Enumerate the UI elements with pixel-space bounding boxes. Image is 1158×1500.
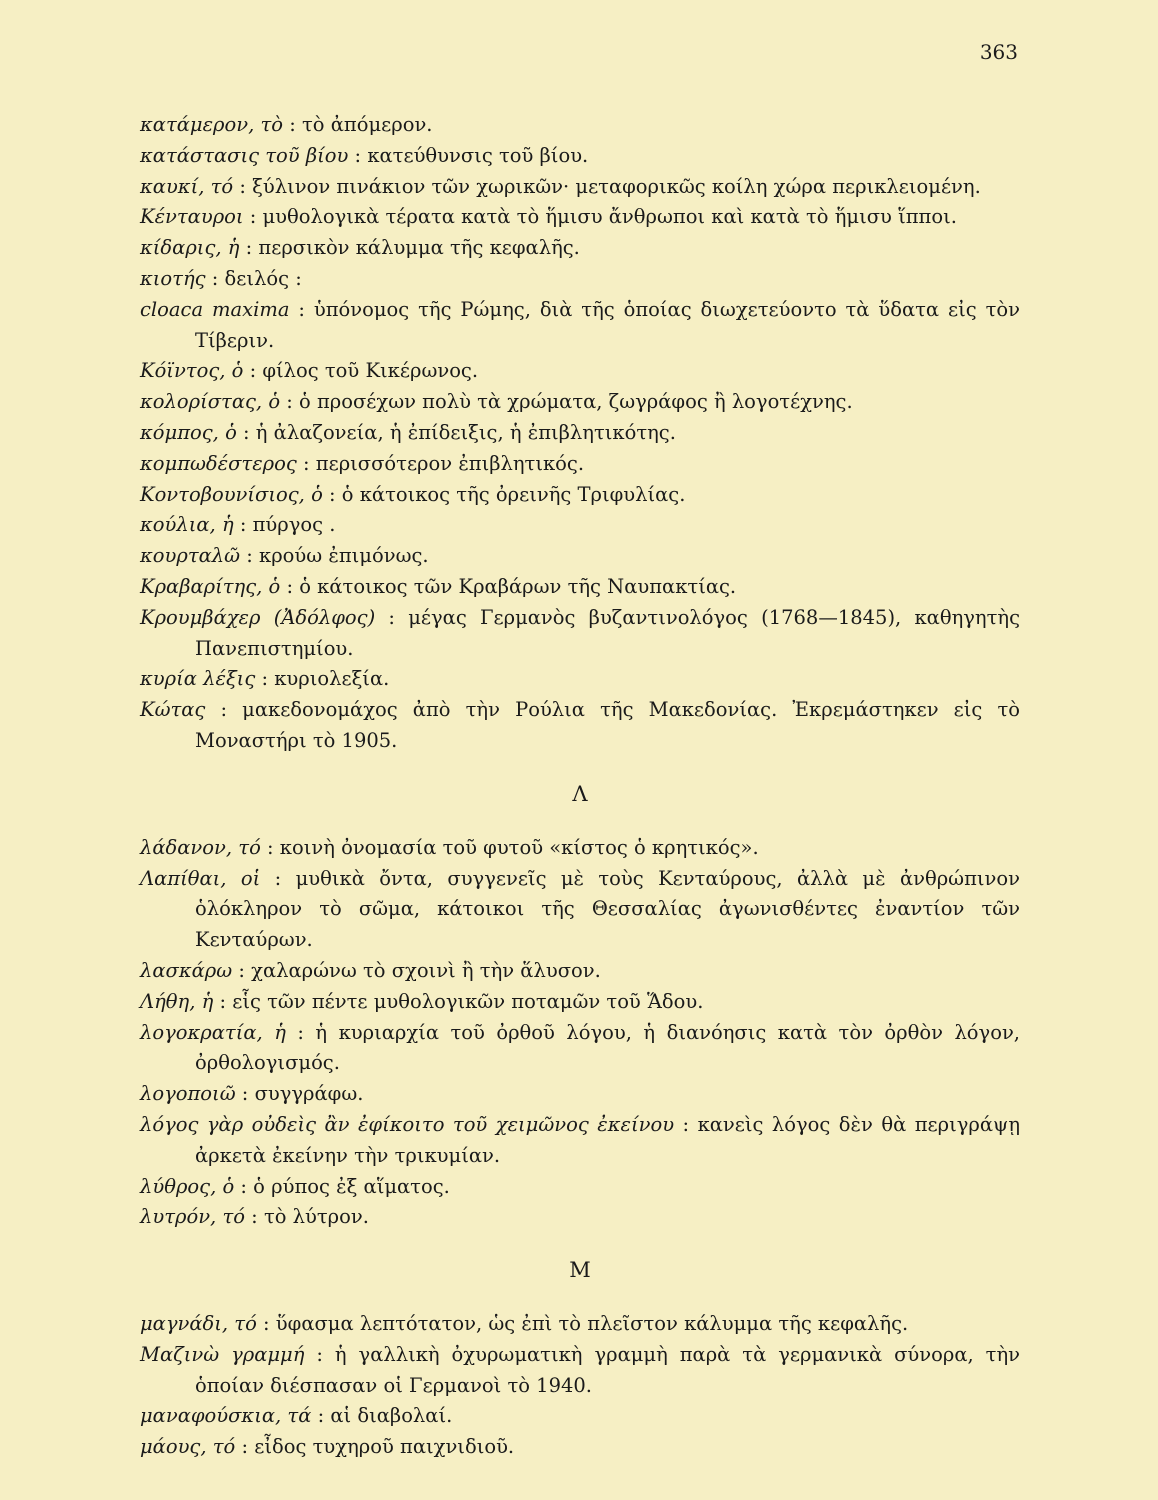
entry-headword: λύθρος, ὁ bbox=[140, 1174, 235, 1198]
entry-definition: : κρούω ἐπιμόνως. bbox=[240, 544, 429, 568]
entry-definition: : κανεὶς λόγος δὲν θὰ περιγράψῃ ἀρκετὰ ἐκείνην τὴν τρικυμίαν. bbox=[195, 1112, 1021, 1167]
entry-headword: καυκί, τό bbox=[140, 174, 234, 198]
entry-definition: : ὕφασμα λεπτότατον, ὡς ἐπὶ τὸ πλεῖστον κάλυμμα τῆς κεφαλῆς. bbox=[256, 1312, 909, 1336]
entry-definition: : κυριολεξία. bbox=[255, 667, 390, 691]
entry-headword: Κραβαρίτης, ὁ bbox=[140, 574, 281, 598]
glossary-entry bbox=[140, 1079, 1020, 1110]
glossary-entry bbox=[140, 603, 1020, 665]
glossary-entry bbox=[140, 480, 1020, 511]
entry-headword: Κόϊντος, ὁ bbox=[140, 359, 244, 383]
glossary-entry bbox=[140, 110, 1020, 141]
entry-headword: Κώτας bbox=[140, 698, 206, 722]
entry-definition: : χαλαρώνω τὸ σχοινὶ ἢ τὴν ἅλυσον. bbox=[232, 958, 601, 982]
glossary-entry bbox=[140, 510, 1020, 541]
entry-headword: λογοκρατία, ἡ bbox=[140, 1020, 286, 1044]
entry-headword: κομπωδέστερος bbox=[140, 451, 297, 475]
entry-headword: κυρία λέξις bbox=[140, 667, 256, 691]
glossary-entry bbox=[140, 233, 1020, 264]
glossary-entry bbox=[140, 1432, 1020, 1463]
glossary-entry bbox=[140, 356, 1020, 387]
entry-definition: : ὁ προσέχων πολὺ τὰ χρώματα, ζωγράφος ἢ λογοτέχνης. bbox=[280, 390, 853, 414]
glossary-entry bbox=[140, 987, 1020, 1018]
glossary-entry bbox=[140, 833, 1020, 864]
entry-definition: : ὑπόνομος τῆς Ρώμης, διὰ τῆς ὁποίας διωχετεύοντο τὰ ὕδατα εἰς τὸν Τίβεριν. bbox=[195, 297, 1020, 352]
entry-definition: : αἱ διαβολαί. bbox=[311, 1404, 453, 1428]
entry-definition: : κατεύθυνσις τοῦ βίου. bbox=[348, 143, 589, 167]
glossary-entry bbox=[140, 1309, 1020, 1340]
page-number: 363 bbox=[979, 40, 1018, 64]
glossary-entry bbox=[140, 1202, 1020, 1233]
entry-definition: : κοινὴ ὀνομασία τοῦ φυτοῦ «κίστος ὁ κρητικός». bbox=[260, 835, 759, 859]
entry-headword: κουρταλῶ bbox=[140, 544, 241, 568]
entry-definition: : τὸ ἀπόμερον. bbox=[283, 113, 433, 136]
entry-headword: Μαζινὼ γραμμή bbox=[140, 1342, 305, 1366]
glossary-entry bbox=[140, 864, 1020, 956]
entry-headword: κατάστασις τοῦ βίου bbox=[140, 143, 349, 167]
entry-headword: Κένταυροι bbox=[140, 205, 244, 229]
entry-definition: : μέγας Γερμανὸς βυζαντινολόγος (1768—1845), καθηγητὴς Πανεπιστημίου. bbox=[195, 605, 1020, 660]
entry-definition: : ὁ κάτοικος τῆς ὀρεινῆς Τριφυλίας. bbox=[322, 482, 686, 506]
glossary-entry bbox=[140, 572, 1020, 603]
entry-headword: μαναφούσκια, τά bbox=[140, 1404, 312, 1428]
entry-headword: Κρουμβάχερ (Ἀδόλφος) bbox=[140, 605, 376, 629]
entry-headword: Κοντοβουνίσιος, ὁ bbox=[140, 482, 323, 506]
glossary-entry bbox=[140, 664, 1020, 695]
entry-definition: : ἡ ἀλαζονεία, ἡ ἐπίδειξις, ἡ ἐπιβλητικότης. bbox=[236, 420, 676, 444]
entry-headword: cloaca maxima bbox=[140, 297, 290, 321]
entry-definition: : μυθικὰ ὄντα, συγγενεῖς μὲ τοὺς Κενταύρους, ἀλλὰ μὲ ἀνθρώπινον ὁλόκληρον τὸ σῶμα, κάτοικοι τῆς Θεσσαλίας ἀγωνισθέντες ἐναντίον τῶν Κενταύρων. bbox=[195, 866, 1020, 952]
entry-definition: : ξύλινον πινάκιον τῶν χωρικῶν· μεταφορικῶς κοίλη χώρα περικλειομένη. bbox=[233, 174, 981, 198]
entry-definition: : μακεδονομάχος ἀπὸ τὴν Ρούλια τῆς Μακεδονίας. Ἐκρεμάστηκεν εἰς τὸ Μοναστήρι τὸ 1905. bbox=[195, 698, 1020, 752]
entry-definition: : εἷς τῶν πέντε μυθολογικῶν ποταμῶν τοῦ Ἅδου. bbox=[213, 989, 704, 1013]
entry-definition: : περσικὸν κάλυμμα τῆς κεφαλῆς. bbox=[239, 236, 580, 260]
section-letter-heading: Μ bbox=[569, 1258, 591, 1283]
glossary-entry bbox=[140, 1340, 1020, 1402]
glossary-entry bbox=[140, 1401, 1020, 1432]
glossary-entry bbox=[140, 449, 1020, 480]
glossary-entry bbox=[140, 387, 1020, 418]
entry-definition: : συγγράφω. bbox=[235, 1082, 364, 1106]
entry-definition: : τὸ λύτρον. bbox=[244, 1205, 369, 1229]
glossary-entry bbox=[140, 172, 1020, 203]
entry-definition: : ἡ γαλλικὴ ὀχυρωματικὴ γραμμὴ παρὰ τὰ γερμανικὰ σύνορα, τὴν ὁποίαν διέσπασαν οἱ Γερμανοὶ τὸ 1940. bbox=[195, 1342, 1020, 1397]
entry-definition: : περισσότερον ἐπιβλητικός. bbox=[296, 451, 585, 475]
glossary-entry bbox=[140, 541, 1020, 572]
entry-headword: Λήθη, ἡ bbox=[140, 989, 214, 1013]
glossary-entries bbox=[140, 110, 1020, 1463]
glossary-entry bbox=[140, 1110, 1020, 1172]
glossary-entry bbox=[140, 1018, 1020, 1080]
entry-definition: : ἡ κυριαρχία τοῦ ὀρθοῦ λόγου, ἡ διανόησις κατὰ τὸν ὀρθὸν λόγον, ὀρθολογισμός. bbox=[195, 1020, 1020, 1075]
glossary-entry bbox=[140, 695, 1020, 757]
entry-headword: κίδαρις, ἡ bbox=[140, 236, 240, 260]
entry-definition: : φίλος τοῦ Κικέρωνος. bbox=[243, 359, 479, 383]
entry-headword: λογοποιῶ bbox=[140, 1082, 236, 1106]
entry-headword: κούλια, ἡ bbox=[140, 513, 234, 537]
glossary-entry bbox=[140, 202, 1020, 233]
entry-definition: : δειλός : bbox=[205, 266, 302, 290]
entry-headword: κόμπος, ὁ bbox=[140, 420, 237, 444]
entry-headword: μαγνάδι, τό bbox=[140, 1312, 257, 1336]
glossary-entry bbox=[140, 956, 1020, 987]
entry-headword: λάδανον, τό bbox=[140, 835, 261, 859]
entry-definition: : ὁ ρύπος ἐξ αἵματος. bbox=[234, 1174, 450, 1198]
entry-definition: : μυθολογικὰ τέρατα κατὰ τὸ ἥμισυ ἄνθρωποι καὶ κατὰ τὸ ἥμισυ ἵπποι. bbox=[243, 205, 957, 229]
entry-headword: Λαπίθαι, οἱ bbox=[140, 866, 261, 890]
entry-headword: λόγος γὰρ οὐδεὶς ἂν ἐφίκοιτο τοῦ χειμῶνος ἐκείνου bbox=[140, 1112, 675, 1136]
entry-headword: λασκάρω bbox=[140, 958, 233, 982]
entry-definition: : πύργος . bbox=[233, 513, 336, 537]
glossary-entry bbox=[140, 141, 1020, 172]
entry-definition: : εἶδος τυχηροῦ παιχνιδιοῦ. bbox=[235, 1435, 515, 1459]
glossary-entry bbox=[140, 1172, 1020, 1203]
entry-headword: μάους, τό bbox=[140, 1435, 236, 1459]
entry-headword: κιοτής bbox=[140, 266, 206, 290]
entry-headword: λυτρόν, τό bbox=[140, 1205, 245, 1229]
entry-headword: κατάμερον, τὸ bbox=[140, 113, 284, 136]
entry-headword: κολορίστας, ὁ bbox=[140, 390, 281, 414]
glossary-entry bbox=[140, 418, 1020, 449]
section-letter-heading: Λ bbox=[572, 781, 588, 806]
glossary-entry bbox=[140, 264, 1020, 295]
entry-definition: : ὁ κάτοικος τῶν Κραβάρων τῆς Ναυπακτίας. bbox=[280, 574, 737, 598]
glossary-entry bbox=[140, 295, 1020, 357]
